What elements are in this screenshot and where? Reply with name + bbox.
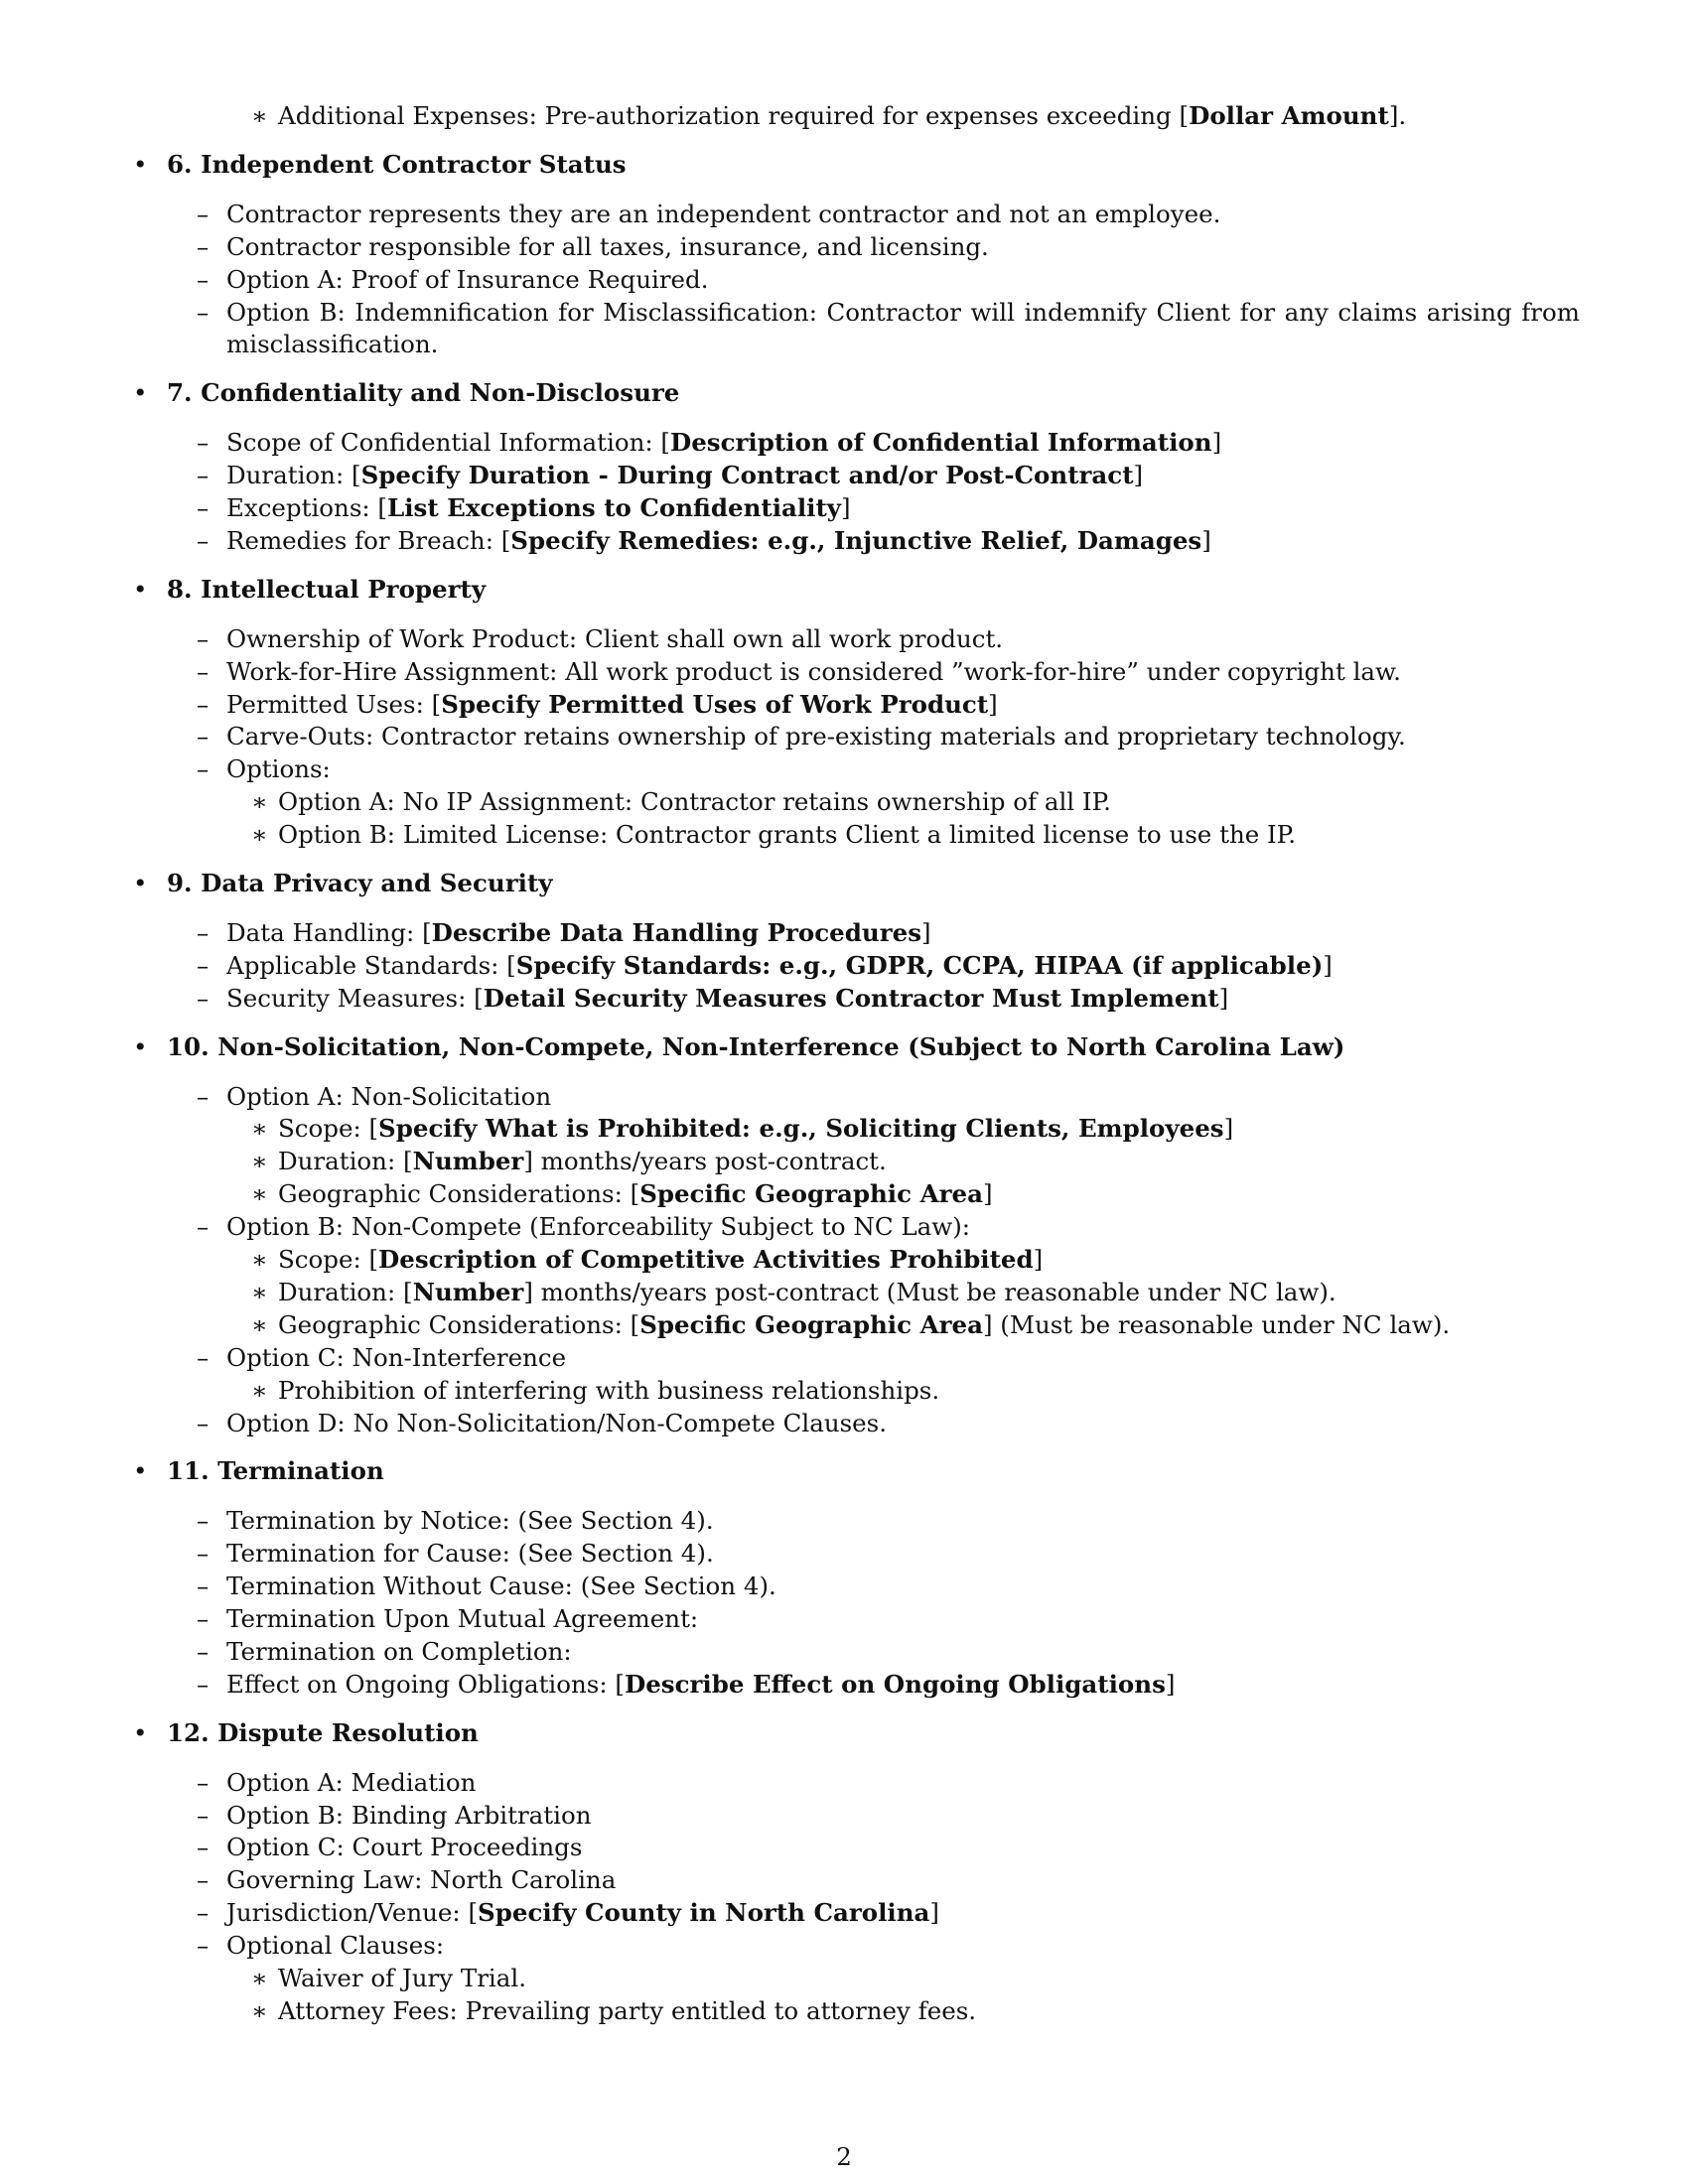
text-run: Ownership of Work Product: Client shall own all work product.	[226, 623, 1004, 653]
list-item-text	[278, 1309, 1450, 1341]
list-item-text	[278, 1375, 939, 1407]
asterisk-marker: ∗	[251, 1277, 268, 1306]
text-run: Termination by Notice: (See Section 4).	[226, 1506, 714, 1536]
list-item-text	[278, 1113, 1233, 1145]
list-item-text	[226, 297, 1580, 329]
section-heading-text: 12. Dispute Resolution	[167, 1717, 479, 1747]
text-run: Option C: Court Proceedings	[226, 1833, 583, 1862]
bullet-marker: •	[133, 574, 148, 604]
asterisk-marker: ∗	[251, 1114, 268, 1144]
text-run: Duration: [	[278, 1147, 413, 1176]
text-run: Waiver of Jury Trial.	[278, 1964, 527, 1992]
asterisk-marker: ∗	[251, 1179, 268, 1209]
list-item-text	[226, 983, 1228, 1015]
list-item-text	[226, 1800, 592, 1832]
dash-marker: –	[197, 1506, 210, 1536]
asterisk-marker: ∗	[251, 1309, 268, 1339]
list-item-text	[226, 950, 1333, 982]
placeholder-field: Describe Data Handling Procedures	[431, 917, 921, 947]
list-item-text	[226, 656, 1401, 688]
text-run: Permitted Uses: [	[226, 689, 442, 719]
text-run: Option D: No Non-Solicitation/Non-Compete Clauses.	[226, 1408, 888, 1437]
text-run: Effect on Ongoing Obligations: [	[226, 1669, 625, 1699]
list-item-text	[226, 753, 331, 785]
text-run: misclassification.	[226, 330, 439, 359]
text-run: Option B: Limited License: Contractor grants Client a limited license to use the IP.	[278, 820, 1296, 850]
dash-marker: –	[197, 1636, 210, 1666]
section-heading-text: 6. Independent Contractor Status	[167, 149, 627, 179]
text-run: ]	[1033, 1245, 1044, 1274]
text-run: Scope: [	[278, 1245, 379, 1274]
text-run: Contractor responsible for all taxes, insurance, and licensing.	[226, 231, 989, 261]
dash-marker: –	[197, 199, 210, 228]
text-run: Duration: [	[278, 1277, 413, 1306]
text-run: ].	[1388, 101, 1407, 130]
placeholder-field: Specify Remedies: e.g., Injunctive Relief, Damages	[510, 525, 1202, 555]
dash-marker: –	[197, 231, 210, 261]
list-item-text	[226, 1930, 444, 1962]
text-run: Option C: Non-Interference	[226, 1342, 567, 1372]
list-item-text	[226, 1505, 714, 1537]
list-item-text	[226, 1211, 970, 1243]
asterisk-marker: ∗	[251, 1375, 268, 1405]
list-item-text	[226, 1636, 572, 1668]
text-run: Termination for Cause: (See Section 4).	[226, 1539, 714, 1569]
list-item-text	[226, 1832, 582, 1863]
text-run: Jurisdiction/Venue: [	[226, 1898, 479, 1928]
dash-marker: –	[197, 1865, 210, 1895]
text-run: Remedies for Breach: [	[226, 525, 511, 555]
dash-marker: –	[197, 754, 210, 784]
list-item-text	[278, 1963, 526, 1994]
text-run: Options:	[226, 754, 331, 784]
dash-marker: –	[197, 1931, 210, 1961]
placeholder-field: Describe Effect on Ongoing Obligations	[624, 1669, 1166, 1699]
placeholder-field: Description of Confidential Information	[669, 428, 1212, 458]
text-run: Governing Law: North Carolina	[226, 1865, 617, 1895]
dash-marker: –	[197, 1571, 210, 1601]
dash-marker: –	[197, 1342, 210, 1372]
text-run: Additional Expenses: Pre-authorization required for expenses exceeding [	[278, 101, 1190, 130]
text-run: Prohibition of interfering with business relationships.	[278, 1375, 940, 1405]
placeholder-field: Number	[412, 1147, 524, 1176]
text-run: Duration: [	[226, 461, 361, 490]
placeholder-field: Specify Standards: e.g., GDPR, CCPA, HIPAA (if applicable)	[515, 950, 1324, 980]
text-run: ]	[1133, 461, 1144, 490]
dash-marker: –	[197, 623, 210, 653]
list-item-text	[226, 721, 1406, 752]
placeholder-field: Dollar Amount	[1189, 101, 1389, 130]
text-run: Carve-Outs: Contractor retains ownership of pre-existing materials and proprietary technology.	[226, 722, 1406, 751]
section-heading-text: 8. Intellectual Property	[167, 574, 487, 604]
dash-marker: –	[197, 950, 210, 980]
text-run: ]	[1223, 1114, 1234, 1144]
text-run: ]	[982, 1179, 993, 1209]
text-run: ]	[921, 917, 931, 947]
text-run: Termination Upon Mutual Agreement:	[226, 1604, 699, 1633]
placeholder-field: Specific Geographic Area	[639, 1179, 983, 1209]
list-item-text	[226, 1081, 551, 1113]
asterisk-marker: ∗	[251, 101, 268, 130]
text-run: Scope: [	[278, 1114, 379, 1144]
list-item-text	[226, 1767, 476, 1799]
bullet-marker: •	[133, 149, 148, 179]
list-item-text	[278, 819, 1296, 851]
list-item-text	[226, 427, 1221, 459]
text-run: ]	[929, 1898, 939, 1928]
text-run: Data Handling: [	[226, 917, 432, 947]
bullet-marker: •	[133, 1031, 148, 1061]
list-item-text	[226, 329, 438, 360]
dash-marker: –	[197, 297, 210, 327]
placeholder-field: Specify Permitted Uses of Work Product	[441, 689, 989, 719]
text-run: Attorney Fees: Prevailing party entitled to attorney fees.	[278, 1995, 977, 2025]
list-item-text	[226, 492, 851, 524]
placeholder-field: Specific Geographic Area	[639, 1309, 983, 1339]
list-item-text	[226, 1408, 887, 1439]
list-item-text	[226, 623, 1003, 655]
dash-marker: –	[197, 1898, 210, 1928]
dash-marker: –	[197, 917, 210, 947]
list-item-text	[226, 525, 1211, 557]
text-run: Exceptions: [	[226, 493, 387, 522]
dash-marker: –	[197, 1604, 210, 1633]
list-item-text	[278, 786, 1111, 818]
dash-marker: –	[197, 264, 210, 294]
list-item-text	[226, 199, 1220, 230]
text-run: ]	[1323, 950, 1333, 980]
text-run: Applicable Standards: [	[226, 950, 516, 980]
text-run: Contractor represents they are an independent contractor and not an employee.	[226, 199, 1221, 228]
list-item-text	[278, 1146, 887, 1177]
text-run: Option A: No IP Assignment: Contractor retains ownership of all IP.	[278, 787, 1111, 817]
dash-marker: –	[197, 1669, 210, 1699]
asterisk-marker: ∗	[251, 820, 268, 850]
text-run: Geographic Considerations: [	[278, 1179, 640, 1209]
list-item-text	[226, 1342, 566, 1374]
text-run: ]	[1165, 1669, 1176, 1699]
list-item-text	[226, 1669, 1175, 1701]
dash-marker: –	[197, 1408, 210, 1437]
list-item-text	[226, 917, 931, 949]
placeholder-field: Specify Duration - During Contract and/or Post-Contract	[360, 461, 1134, 490]
list-item-text	[226, 1864, 616, 1896]
text-run: ]	[841, 493, 851, 522]
dash-marker: –	[197, 461, 210, 490]
text-run: Option A: Mediation	[226, 1767, 477, 1797]
list-item-text	[226, 689, 998, 721]
list-item-text	[226, 231, 989, 263]
dash-marker: –	[197, 1800, 210, 1830]
bullet-marker: •	[133, 869, 148, 897]
text-run: Scope of Confidential Information: [	[226, 428, 670, 458]
list-item-text	[226, 1570, 776, 1602]
section-heading-text: 10. Non-Solicitation, Non-Compete, Non-Interference (Subject to North Carolina Law)	[167, 1031, 1345, 1061]
text-run: ]	[1201, 525, 1211, 555]
section-heading-text: 7. Confidentiality and Non-Disclosure	[167, 378, 680, 408]
placeholder-field: List Exceptions to Confidentiality	[387, 493, 842, 522]
asterisk-marker: ∗	[251, 1147, 268, 1176]
list-item-text	[278, 1244, 1043, 1276]
text-run: Option B: Binding Arbitration	[226, 1800, 592, 1830]
section-heading-text: 9. Data Privacy and Security	[167, 869, 553, 897]
list-item-text	[226, 1538, 714, 1570]
text-run: ]	[1218, 983, 1229, 1013]
list-item-text	[278, 1995, 976, 2027]
dash-marker: –	[197, 1212, 210, 1242]
text-run: Security Measures: [	[226, 983, 484, 1013]
dash-marker: –	[197, 1833, 210, 1862]
text-run: Option A: Proof of Insurance Required.	[226, 264, 709, 294]
asterisk-marker: ∗	[251, 1995, 268, 2025]
text-run: Optional Clauses:	[226, 1931, 445, 1961]
dash-marker: –	[197, 1767, 210, 1797]
list-item-text	[226, 264, 709, 296]
dash-marker: –	[197, 983, 210, 1013]
dash-marker: –	[197, 493, 210, 522]
placeholder-field: Number	[412, 1277, 524, 1306]
text-run: Option B: Indemnification for Misclassification: Contractor will indemnify Client for any claims arising from	[226, 297, 1580, 327]
dash-marker: –	[197, 1539, 210, 1569]
text-run: ]	[1211, 428, 1222, 458]
dash-marker: –	[197, 656, 210, 686]
dash-marker: –	[197, 689, 210, 719]
list-item-text	[278, 100, 1406, 132]
dash-marker: –	[197, 428, 210, 458]
asterisk-marker: ∗	[251, 1245, 268, 1274]
asterisk-marker: ∗	[251, 787, 268, 817]
list-item-text	[226, 1603, 698, 1635]
text-run: Termination on Completion:	[226, 1636, 572, 1666]
list-item-text	[278, 1178, 993, 1210]
placeholder-field: Specify County in North Carolina	[478, 1898, 930, 1928]
text-run: Termination Without Cause: (See Section 4).	[226, 1571, 776, 1601]
text-run: Geographic Considerations: [	[278, 1309, 640, 1339]
text-run: ] months/years post-contract (Must be reasonable under NC law).	[523, 1277, 1336, 1306]
dash-marker: –	[197, 1081, 210, 1111]
text-run: ] (Must be reasonable under NC law).	[982, 1309, 1451, 1339]
text-run: Option B: Non-Compete (Enforceability Subject to NC Law):	[226, 1212, 971, 1242]
list-item-text	[226, 1897, 939, 1929]
text-run: ] months/years post-contract.	[523, 1147, 887, 1176]
dash-marker: –	[197, 525, 210, 555]
asterisk-marker: ∗	[251, 1964, 268, 1992]
list-item-text	[226, 460, 1143, 491]
list-item-text	[278, 1277, 1336, 1308]
placeholder-field: Specify What is Prohibited: e.g., Soliciting Clients, Employees	[378, 1114, 1224, 1144]
section-heading-text: 11. Termination	[167, 1456, 384, 1486]
dash-marker: –	[197, 722, 210, 751]
bullet-marker: •	[133, 1456, 148, 1486]
text-run: ]	[988, 689, 998, 719]
placeholder-field: Description of Competitive Activities Prohibited	[378, 1245, 1034, 1274]
bullet-marker: •	[133, 378, 148, 408]
placeholder-field: Detail Security Measures Contractor Must Implement	[483, 983, 1219, 1013]
text-run: Option A: Non-Solicitation	[226, 1081, 552, 1111]
text-run: Work-for-Hire Assignment: All work product is considered ”work-for-hire” under copyright law.	[226, 656, 1401, 686]
bullet-marker: •	[133, 1717, 148, 1747]
page-number: 2	[836, 2142, 852, 2171]
